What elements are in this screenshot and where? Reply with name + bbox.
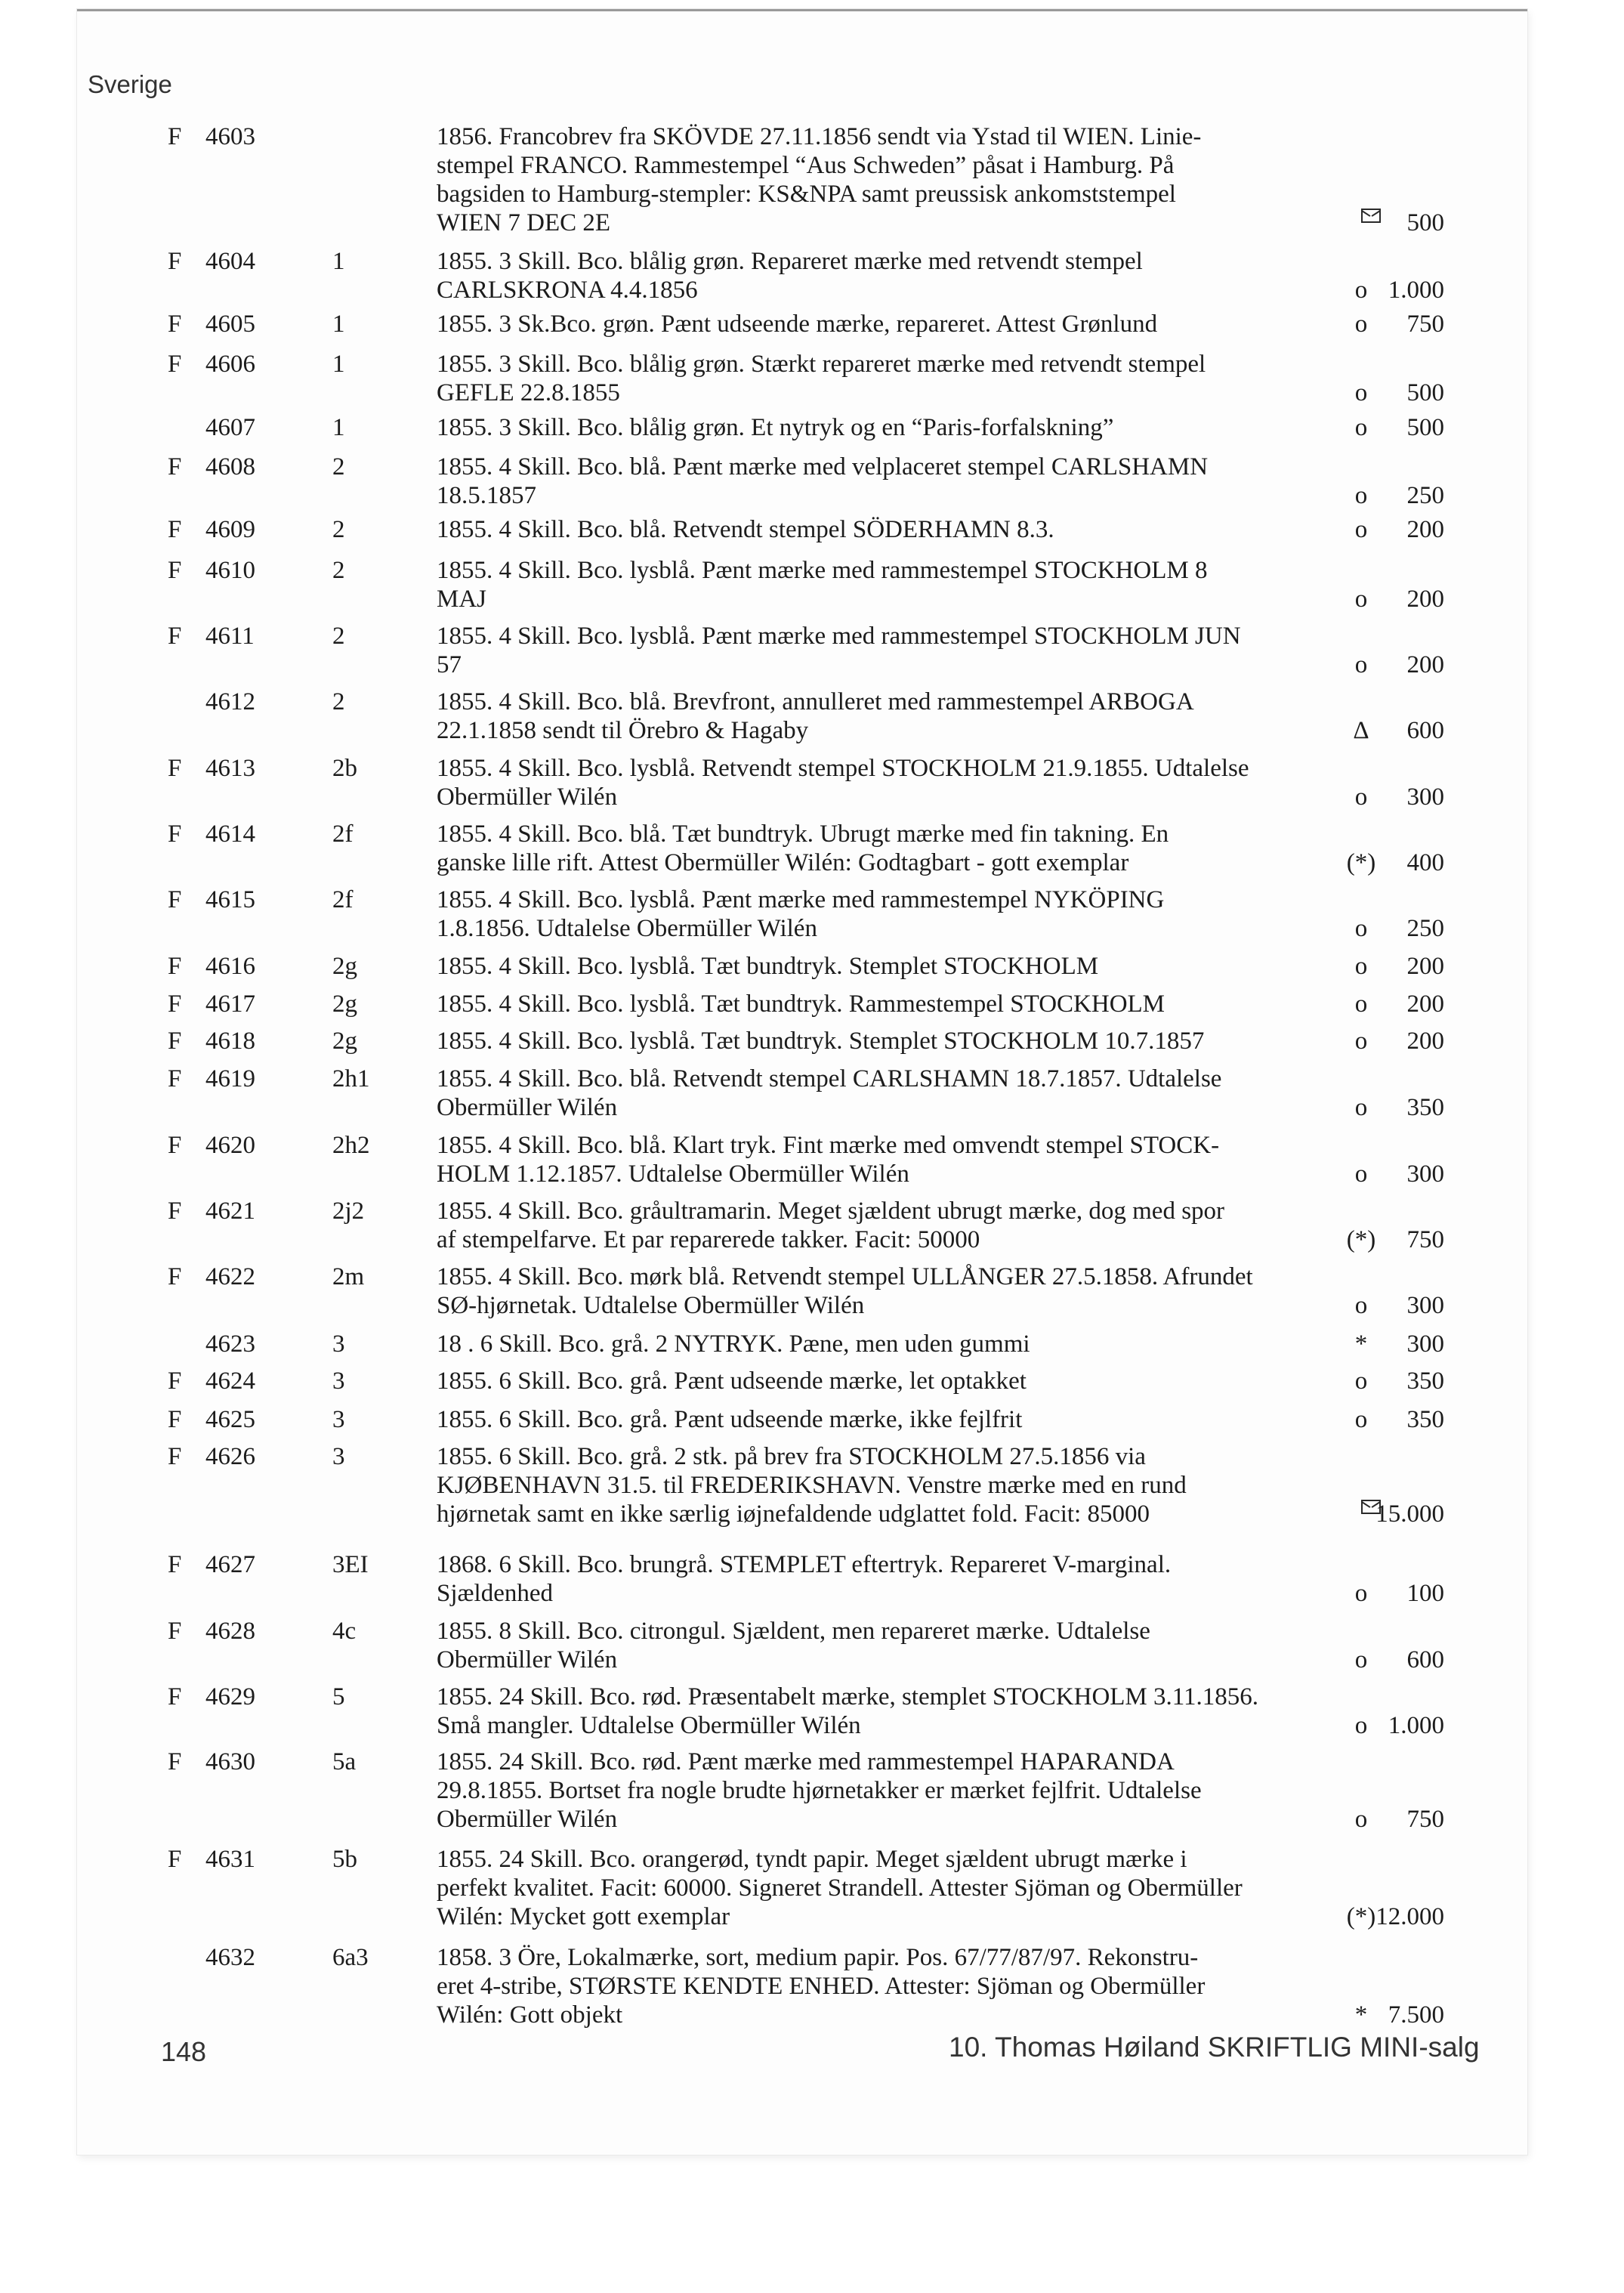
description-line: 1855. 4 Skill. Bco. blå. Brevfront, annulleret med rammestempel ARBOGA: [437, 688, 1194, 715]
lot-number: 4628: [205, 1618, 255, 1645]
lot-number: 4604: [205, 248, 255, 275]
catalogue-number: 2g: [332, 1028, 357, 1055]
lot-flag: F: [168, 990, 182, 1018]
lot-description: [437, 1367, 1335, 1395]
lot-price: 300: [1406, 783, 1444, 811]
lot-description: [437, 1442, 1335, 1528]
lot-flag: F: [168, 248, 182, 275]
lot-number: 4624: [205, 1367, 255, 1395]
condition-symbol: o: [1354, 586, 1368, 613]
lot-price: 600: [1406, 717, 1444, 744]
lot-price: 750: [1406, 1226, 1444, 1253]
lot-number: 4623: [205, 1330, 255, 1358]
description-line: MAJ: [437, 586, 487, 613]
lot-price: 200: [1406, 990, 1444, 1018]
lot-description: [437, 1197, 1335, 1254]
lot-flag: F: [168, 886, 182, 913]
section-heading: Sverige: [88, 70, 172, 98]
lot-description: [437, 952, 1335, 981]
lot-price: 250: [1406, 482, 1444, 509]
catalogue-number: 1: [332, 311, 345, 338]
lot-number: 4609: [205, 516, 255, 543]
description-line: 1855. 4 Skill. Bco. blå. Tæt bundtryk. Ubrugt mærke med fin takning. En: [437, 820, 1169, 848]
condition-symbol: o: [1354, 516, 1368, 543]
lot-price: 400: [1406, 849, 1444, 876]
description-line: 1855. 3 Sk.Bco. grøn. Pænt udseende mærke, repareret. Attest Grønlund: [437, 311, 1158, 338]
lot-price: 200: [1406, 586, 1444, 613]
catalogue-number: 1: [332, 414, 345, 441]
description-line: 1855. 6 Skill. Bco. grå. 2 stk. på brev fra STOCKHOLM 27.5.1856 via: [437, 1443, 1146, 1470]
lot-price: 1.000: [1388, 277, 1444, 304]
catalogue-number: 2: [332, 516, 345, 543]
lot-description: [437, 688, 1335, 745]
condition-symbol: o: [1354, 1028, 1368, 1055]
lot-flag: F: [168, 1132, 182, 1159]
lot-price: 350: [1406, 1094, 1444, 1121]
lot-description: [437, 247, 1335, 304]
description-line: 1855. 4 Skill. Bco. blå. Retvendt stempel CARLSHAMN 18.7.1857. Udtalelse: [437, 1065, 1222, 1092]
description-line: 18 . 6 Skill. Bco. grå. 2 NYTRYK. Pæne, men uden gummi: [437, 1330, 1030, 1358]
condition-symbol: *: [1354, 1330, 1368, 1358]
condition-symbol: o: [1354, 1292, 1368, 1319]
description-line: 1855. 4 Skill. Bco. lysblå. Pænt mærke med rammestempel STOCKHOLM 8: [437, 557, 1208, 584]
description-line: 1855. 4 Skill. Bco. blå. Pænt mærke med velplaceret stempel CARLSHAMN: [437, 453, 1209, 481]
description-line: CARLSKRONA 4.4.1856: [437, 277, 698, 304]
lot-price: 300: [1406, 1292, 1444, 1319]
lot-number: 4615: [205, 886, 255, 913]
lot-description: [437, 1262, 1335, 1320]
description-line: 1855. 24 Skill. Bco. orangerød, tyndt papir. Meget sjældent ubrugt mærke i: [437, 1846, 1187, 1873]
description-line: 22.1.1858 sendt til Örebro & Hagaby: [437, 717, 809, 744]
lot-flag: F: [168, 1263, 182, 1290]
lot-number: 4631: [205, 1846, 255, 1873]
condition-symbol: *: [1354, 2001, 1368, 2029]
lot-price: 750: [1406, 1806, 1444, 1833]
description-line: SØ-hjørnetak. Udtalelse Obermüller Wilén: [437, 1292, 865, 1319]
catalogue-number: 2m: [332, 1263, 365, 1290]
lot-price: 300: [1406, 1330, 1444, 1358]
lot-description: [437, 1845, 1335, 1931]
description-line: bagsiden to Hamburg-stempler: KS&NPA samt preussisk ankomststempel: [437, 181, 1176, 208]
description-line: 29.8.1855. Bortset fra nogle brudte hjørnetakker er mærket fejlfrit. Udtalelse: [437, 1777, 1202, 1804]
description-line: 1855. 8 Skill. Bco. citrongul. Sjældent, men repareret mærke. Udtalelse: [437, 1618, 1150, 1645]
catalogue-number: 3: [332, 1406, 345, 1433]
lot-flag: F: [168, 351, 182, 378]
condition-symbol: o: [1354, 277, 1368, 304]
lot-description: [437, 990, 1335, 1018]
lot-price: 300: [1406, 1160, 1444, 1188]
lot-number: 4630: [205, 1748, 255, 1775]
catalogue-number: 1: [332, 351, 345, 378]
condition-symbol: (*): [1346, 1226, 1376, 1253]
lot-price: 1.000: [1388, 1712, 1444, 1739]
lot-number: 4632: [205, 1944, 255, 1971]
description-line: hjørnetak samt en ikke særlig iøjnefaldende udglattet fold. Facit: 85000: [437, 1500, 1150, 1528]
lot-description: [437, 453, 1335, 510]
condition-symbol: o: [1354, 1712, 1368, 1739]
lot-number: 4627: [205, 1551, 255, 1578]
description-line: 18.5.1857: [437, 482, 536, 509]
description-line: 1.8.1856. Udtalelse Obermüller Wilén: [437, 915, 817, 942]
lot-number: 4620: [205, 1132, 255, 1159]
lot-description: [437, 754, 1335, 811]
description-line: HOLM 1.12.1857. Udtalelse Obermüller Wilén: [437, 1160, 909, 1188]
description-line: 1868. 6 Skill. Bco. brungrå. STEMPLET eftertryk. Repareret V-marginal.: [437, 1551, 1172, 1578]
lot-description: [437, 1131, 1335, 1188]
catalogue-number: 2: [332, 623, 345, 650]
catalogue-number: 5a: [332, 1748, 357, 1775]
description-line: Obermüller Wilén: [437, 783, 618, 811]
lot-price: 500: [1406, 379, 1444, 406]
lot-price: 200: [1406, 516, 1444, 543]
lot-price: 350: [1406, 1367, 1444, 1395]
lot-flag: F: [168, 1618, 182, 1645]
condition-symbol: o: [1354, 1367, 1368, 1395]
catalogue-number: 2: [332, 557, 345, 584]
description-line: stempel FRANCO. Rammestempel “Aus Schweden” påsat i Hamburg. På: [437, 152, 1175, 179]
lot-description: [437, 1943, 1335, 2029]
lot-number: 4626: [205, 1443, 255, 1470]
condition-symbol: o: [1354, 482, 1368, 509]
description-line: KJØBENHAVN 31.5. til FREDERIKSHAVN. Venstre mærke med en rund: [437, 1472, 1187, 1499]
lot-price: 350: [1406, 1406, 1444, 1433]
lot-number: 4629: [205, 1683, 255, 1710]
lot-number: 4610: [205, 557, 255, 584]
lot-description: [437, 1550, 1335, 1608]
lot-price: 750: [1406, 311, 1444, 338]
catalogue-number: 2j2: [332, 1197, 365, 1225]
lot-number: 4607: [205, 414, 255, 441]
description-line: WIEN 7 DEC 2E: [437, 209, 611, 236]
catalogue-number: 2: [332, 688, 345, 715]
condition-symbol: o: [1354, 311, 1368, 338]
lot-description: [437, 1065, 1335, 1122]
lot-flag: F: [168, 1406, 182, 1433]
catalogue-number: 5: [332, 1683, 345, 1710]
catalogue-number: 3EI: [332, 1551, 369, 1578]
lot-flag: F: [168, 820, 182, 848]
catalogue-number: 2h1: [332, 1065, 370, 1092]
description-line: 1855. 24 Skill. Bco. rød. Pænt mærke med rammestempel HAPARANDA: [437, 1748, 1175, 1775]
description-line: 1855. 3 Skill. Bco. blålig grøn. Stærkt repareret mærke med retvendt stempel: [437, 351, 1206, 378]
lot-flag: F: [168, 1028, 182, 1055]
description-line: eret 4-stribe, STØRSTE KENDTE ENHED. Attester: Sjöman og Obermüller: [437, 1973, 1206, 2000]
lot-number: 4613: [205, 755, 255, 782]
lot-number: 4618: [205, 1028, 255, 1055]
lot-number: 4612: [205, 688, 255, 715]
catalogue-number: 2b: [332, 755, 357, 782]
lot-price: 200: [1406, 1028, 1444, 1055]
description-line: GEFLE 22.8.1855: [437, 379, 620, 406]
condition-symbol: o: [1354, 1406, 1368, 1433]
description-line: 1855. 4 Skill. Bco. mørk blå. Retvendt stempel ULLÅNGER 27.5.1858. Afrundet: [437, 1263, 1253, 1290]
lot-flag: F: [168, 755, 182, 782]
description-line: af stempelfarve. Et par reparerede takker. Facit: 50000: [437, 1226, 980, 1253]
catalogue-number: 3: [332, 1443, 345, 1470]
lot-price: 12.000: [1375, 1903, 1444, 1930]
page-number: 148: [161, 2036, 207, 2067]
condition-symbol: Δ: [1353, 717, 1369, 744]
lot-price: 600: [1406, 1646, 1444, 1673]
condition-symbol: o: [1354, 915, 1368, 942]
lot-number: 4608: [205, 453, 255, 481]
condition-symbol: (*): [1346, 1903, 1376, 1930]
catalogue-number: 2g: [332, 953, 357, 980]
catalogue-number: 6a3: [332, 1944, 369, 1971]
lot-flag: F: [168, 1551, 182, 1578]
catalogue-number: 2g: [332, 990, 357, 1018]
description-line: 1855. 6 Skill. Bco. grå. Pænt udseende mærke, let optakket: [437, 1367, 1027, 1395]
catalogue-number: 2: [332, 453, 345, 481]
condition-symbol: o: [1354, 783, 1368, 811]
lot-price: 500: [1406, 209, 1444, 236]
lot-description: [437, 1405, 1335, 1434]
lot-description: [437, 350, 1335, 407]
lot-number: 4619: [205, 1065, 255, 1092]
description-line: Obermüller Wilén: [437, 1094, 618, 1121]
description-line: 1855. 4 Skill. Bco. lysblå. Pænt mærke med rammestempel STOCKHOLM JUN: [437, 623, 1241, 650]
lot-description: [437, 122, 1335, 237]
lot-number: 4605: [205, 311, 255, 338]
lot-flag: F: [168, 1683, 182, 1710]
description-line: 1855. 3 Skill. Bco. blålig grøn. Repareret mærke med retvendt stempel: [437, 248, 1143, 275]
catalogue-number: 2f: [332, 820, 354, 848]
lot-flag: F: [168, 953, 182, 980]
description-line: 1855. 4 Skill. Bco. lysblå. Tæt bundtryk. Stemplet STOCKHOLM: [437, 953, 1099, 980]
lot-description: [437, 413, 1335, 442]
catalogue-number: 1: [332, 248, 345, 275]
description-line: 57: [437, 651, 462, 678]
lot-flag: F: [168, 623, 182, 650]
description-line: Obermüller Wilén: [437, 1646, 618, 1673]
lot-flag: F: [168, 123, 182, 150]
catalogue-number: 3: [332, 1330, 345, 1358]
lot-flag: F: [168, 311, 182, 338]
lot-flag: F: [168, 1846, 182, 1873]
lot-number: 4617: [205, 990, 255, 1018]
condition-symbol: o: [1354, 1806, 1368, 1833]
lot-number: 4622: [205, 1263, 255, 1290]
lot-number: 4603: [205, 123, 255, 150]
catalogue-number: 2h2: [332, 1132, 370, 1159]
lot-number: 4611: [205, 623, 255, 650]
description-line: Små mangler. Udtalelse Obermüller Wilén: [437, 1712, 861, 1739]
lot-number: 4625: [205, 1406, 255, 1433]
lot-price: 200: [1406, 953, 1444, 980]
catalogue-title: 10. Thomas Høiland SKRIFTLIG MINI-salg: [949, 2032, 1480, 2063]
condition-symbol: o: [1354, 1580, 1368, 1607]
description-line: 1855. 4 Skill. Bco. lysblå. Retvendt stempel STOCKHOLM 21.9.1855. Udtalelse: [437, 755, 1249, 782]
condition-symbol: o: [1354, 379, 1368, 406]
lot-flag: F: [168, 1443, 182, 1470]
description-line: 1855. 4 Skill. Bco. blå. Klart tryk. Fint mærke med omvendt stempel STOCK-: [437, 1132, 1220, 1159]
lot-number: 4621: [205, 1197, 255, 1225]
condition-symbol: o: [1354, 953, 1368, 980]
lot-price: 500: [1406, 414, 1444, 441]
lot-flag: F: [168, 1367, 182, 1395]
lot-description: [437, 820, 1335, 877]
lot-flag: F: [168, 1197, 182, 1225]
lot-price: 250: [1406, 915, 1444, 942]
lot-description: [437, 556, 1335, 613]
description-line: 1855. 4 Skill. Bco. blå. Retvendt stempel SÖDERHAMN 8.3.: [437, 516, 1054, 543]
lot-description: [437, 1330, 1335, 1358]
condition-symbol: o: [1354, 1646, 1368, 1673]
lot-description: [437, 515, 1335, 544]
description-line: ganske lille rift. Attest Obermüller Wilén: Godtagbart - gott exemplar: [437, 849, 1129, 876]
description-line: perfekt kvalitet. Facit: 60000. Signeret Strandell. Attester Sjöman og Obermüller: [437, 1874, 1243, 1902]
lot-flag: F: [168, 557, 182, 584]
description-line: 1858. 3 Öre, Lokalmærke, sort, medium papir. Pos. 67/77/87/97. Rekonstru-: [437, 1944, 1199, 1971]
condition-symbol: o: [1354, 1094, 1368, 1121]
lot-number: 4616: [205, 953, 255, 980]
lot-number: 4606: [205, 351, 255, 378]
lot-price: 100: [1406, 1580, 1444, 1607]
description-line: 1855. 6 Skill. Bco. grå. Pænt udseende mærke, ikke fejlfrit: [437, 1406, 1023, 1433]
lot-description: [437, 1683, 1335, 1740]
lot-flag: F: [168, 516, 182, 543]
description-line: 1856. Francobrev fra SKÖVDE 27.11.1856 sendt via Ystad til WIEN. Linie-: [437, 123, 1202, 150]
condition-symbol: o: [1354, 990, 1368, 1018]
lot-price: 200: [1406, 651, 1444, 678]
condition-symbol: o: [1354, 651, 1368, 678]
description-line: 1855. 3 Skill. Bco. blålig grøn. Et nytryk og en “Paris-forfalskning”: [437, 414, 1114, 441]
lot-description: [437, 1027, 1335, 1055]
description-line: Wilén: Gott objekt: [437, 2001, 623, 2029]
description-line: Sjældenhed: [437, 1580, 553, 1607]
lot-price: 7.500: [1388, 2001, 1444, 2029]
condition-symbol: (*): [1346, 849, 1376, 876]
lot-description: [437, 622, 1335, 679]
catalogue-number: 5b: [332, 1846, 357, 1873]
lot-description: [437, 310, 1335, 338]
description-line: 1855. 4 Skill. Bco. lysblå. Tæt bundtryk. Rammestempel STOCKHOLM: [437, 990, 1166, 1018]
catalogue-number: 3: [332, 1367, 345, 1395]
catalogue-number: 2f: [332, 886, 354, 913]
description-line: 1855. 4 Skill. Bco. gråultramarin. Meget sjældent ubrugt mærke, dog med spor: [437, 1197, 1225, 1225]
lot-description: [437, 1748, 1335, 1834]
lot-flag: F: [168, 1065, 182, 1092]
lot-flag: F: [168, 1748, 182, 1775]
condition-symbol: o: [1354, 1160, 1368, 1188]
description-line: Wilén: Mycket gott exemplar: [437, 1903, 730, 1930]
lot-flag: F: [168, 453, 182, 481]
lot-description: [437, 1617, 1335, 1674]
condition-symbol: o: [1354, 414, 1368, 441]
catalogue-number: 4c: [332, 1618, 357, 1645]
lot-price: 15.000: [1375, 1500, 1444, 1528]
description-line: 1855. 4 Skill. Bco. lysblå. Tæt bundtryk. Stemplet STOCKHOLM 10.7.1857: [437, 1028, 1205, 1055]
lot-description: [437, 885, 1335, 943]
description-line: 1855. 4 Skill. Bco. lysblå. Pænt mærke med rammestempel NYKÖPING: [437, 886, 1165, 913]
description-line: 1855. 24 Skill. Bco. rød. Præsentabelt mærke, stemplet STOCKHOLM 3.11.1856.: [437, 1683, 1259, 1710]
description-line: Obermüller Wilén: [437, 1806, 618, 1833]
lot-number: 4614: [205, 820, 255, 848]
